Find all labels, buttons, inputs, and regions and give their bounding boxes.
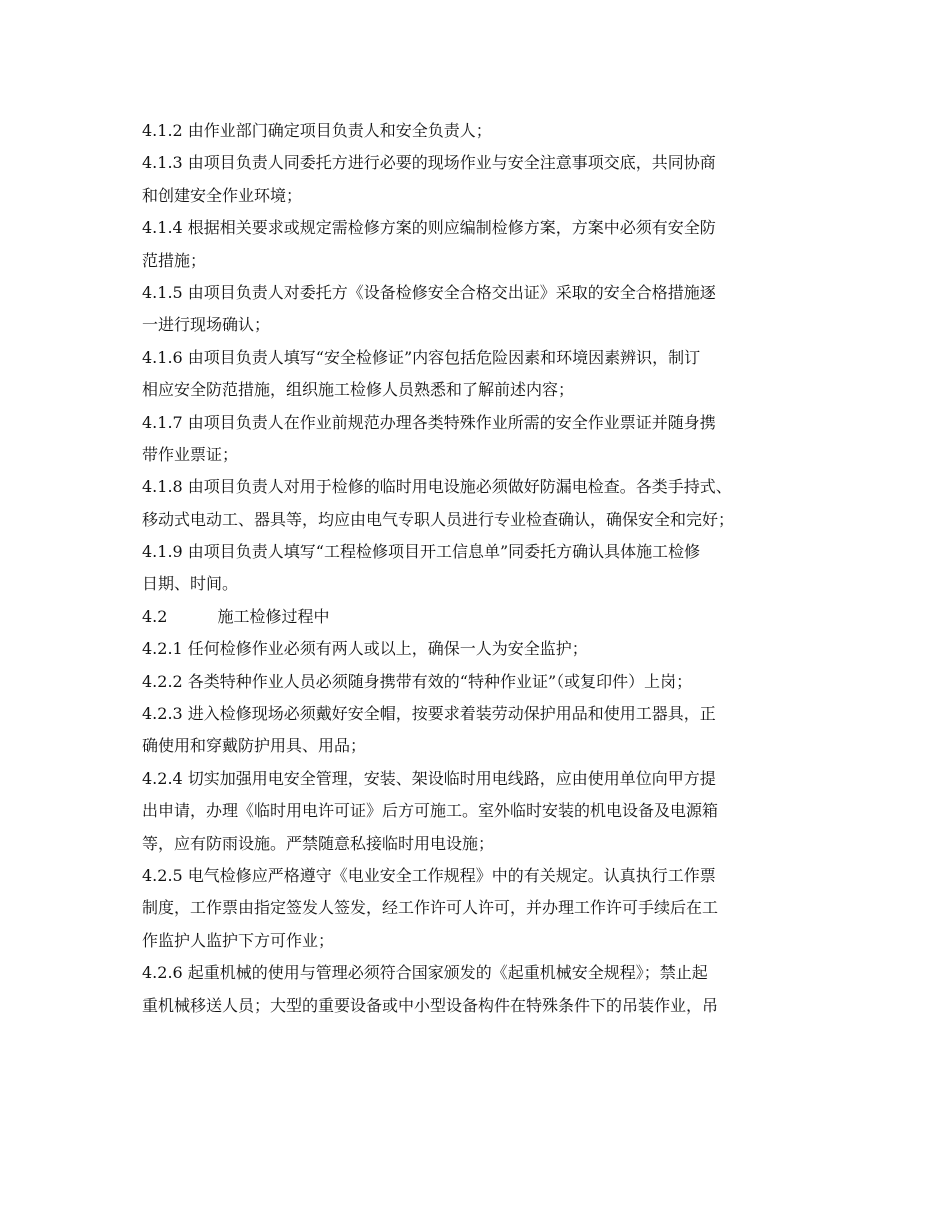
text-line: 4.1.6 由项目负责人填写“安全检修证”内容包括危险因素和环境因素辨识，制订 [142,347,701,367]
text-line: 4.1.2 由作业部门确定项目负责人和安全负责人； [142,121,492,140]
text-line: 范措施； [142,250,207,270]
text-line: 4.1.3 由项目负责人同委托方进行必要的现场作业与安全注意事项交底，共同协商 [142,153,716,173]
section-number: 4.2 [142,606,168,626]
text-line: 4.1.9 由项目负责人填写“工程检修项目开工信息单”同委托方确认具体施工检修 [142,542,701,562]
text-line: 等，应有防雨设施。严禁随意私接临时用电设施； [142,833,495,853]
text-line: 出申请，办理《临时用电许可证》后方可施工。室外临时安装的机电设备及电源箱 [142,801,719,821]
text-line: 4.1.4 根据相关要求或规定需检修方案的则应编制检修方案，方案中必须有安全防 [142,218,716,238]
text-line: 4.1.8 由项目负责人对用于检修的临时用电设施必须做好防漏电检查。各类手持式、 [142,477,732,497]
text-line: 4.2.5 电气检修应严格遵守《电业安全工作规程》中的有关规定。认真执行工作票 [142,865,716,885]
text-line: 4.2.6 起重机械的使用与管理必须符合国家颁发的《起重机械安全规程》；禁止起 [142,963,708,983]
text-line: 4.2.4 切实加强用电安全管理，安装、架设临时用电线路，应由使用单位向甲方提 [142,768,716,788]
text-line: 4.2.3 进入检修现场必须戴好安全帽，按要求着装劳动保护用品和使用工器具，正 [142,704,716,724]
text-line: 4.1.7 由项目负责人在作业前规范办理各类特殊作业所需的安全作业票证并随身携 [142,412,716,432]
text-line: 重机械移送人员；大型的重要设备或中小型设备构件在特殊条件下的吊装作业，吊 [142,995,719,1015]
text-line: 4.1.5 由项目负责人对委托方《设备检修安全合格交出证》采取的安全合格措施逐 [142,282,716,302]
text-line: 移动式电动工、器具等，均应由电气专职人员进行专业检查确认，确保安全和完好； [142,509,735,529]
document-page [142,115,822,1022]
text-line: 制度，工作票由指定签发人签发，经工作许可人许可，并办理工作许可手续后在工 [142,898,719,918]
text-line: 日期、时间。 [142,574,239,594]
text-line: 4.2.2 各类特种作业人员必须随身携带有效的“特种作业证”（或复印件）上岗； [142,671,693,691]
section-heading [142,601,822,633]
text-line: 确使用和穿戴防护用具、用品； [142,736,367,756]
text-line: 作监护人监护下方可作业； [142,930,335,950]
section-title: 施工检修过程中 [217,606,330,626]
text-line: 和创建安全作业环境； [142,185,303,205]
text-line: 带作业票证； [142,444,239,464]
text-line: 一进行现场确认； [142,315,271,335]
text-line: 4.2.1 任何检修作业必须有两人或以上，确保一人为安全监护； [142,639,588,659]
text-line: 相应安全防范措施，组织施工检修人员熟悉和了解前述内容； [142,380,575,400]
